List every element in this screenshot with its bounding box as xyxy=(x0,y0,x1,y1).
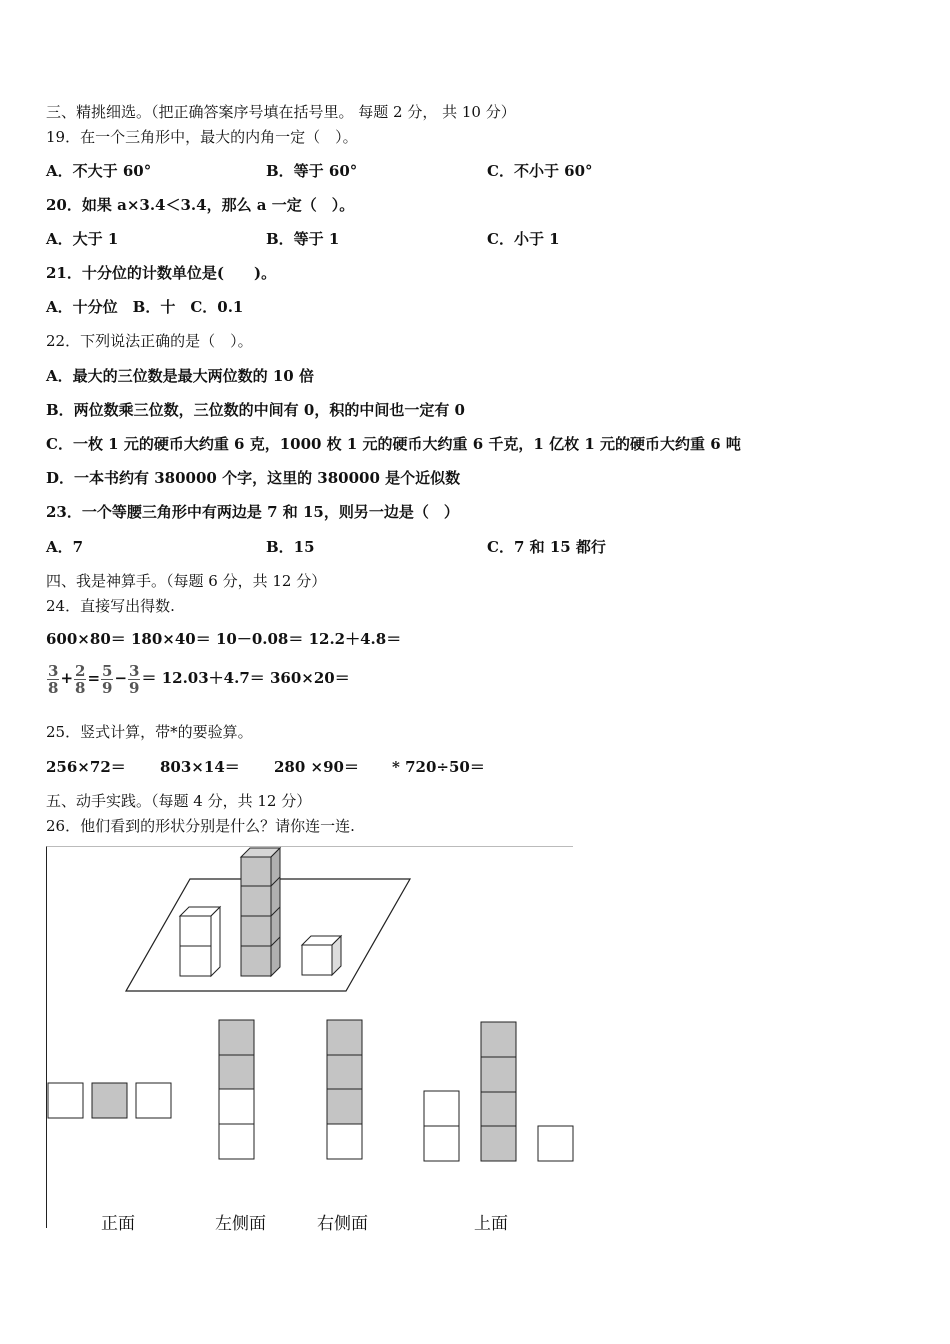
right-single-cube xyxy=(302,936,341,975)
op-equals: = xyxy=(87,669,101,687)
q19-option-c: C．不小于 60° xyxy=(487,162,593,180)
middle-tower-cubes xyxy=(241,848,280,976)
q21-stem: 21．十分位的计数单位是( )。 xyxy=(46,264,277,282)
label-front: 正面 xyxy=(101,1214,135,1234)
fraction-5-9: $\frac{5}{9}$ xyxy=(102,661,113,697)
q24-stem: 24．直接写出得数. xyxy=(46,597,175,615)
q19-option-b: B．等于 60° xyxy=(266,162,358,180)
label-right-side: 右侧面 xyxy=(317,1214,368,1234)
q23-option-a: A．7 xyxy=(46,538,84,556)
q22-option-b: B．两位数乘三位数，三位数的中间有 0，积的中间也一定有 0 xyxy=(46,401,465,419)
q19-option-a: A．不大于 60° xyxy=(46,162,152,180)
fraction-3-9: $\frac{3}{9}$ xyxy=(129,661,140,697)
q23-option-b: B．15 xyxy=(266,538,315,556)
q20-option-a: A．大于 1 xyxy=(46,230,119,248)
q26-stem: 26．他们看到的形状分别是什么？请你连一连. xyxy=(46,817,355,835)
label-top: 上面 xyxy=(474,1214,508,1234)
section3-title: 三、精挑细选。（把正确答案序号填在括号里。 每题 2 分， 共 10 分） xyxy=(46,103,516,121)
section4-title: 四、我是神算手。（每题 6 分，共 12 分） xyxy=(46,572,327,590)
top-view xyxy=(424,1022,573,1161)
op-plus: + xyxy=(60,669,74,687)
q25-stem: 25．竖式计算，带*的要验算。 xyxy=(46,723,253,741)
op-minus: − xyxy=(114,669,128,687)
q24-row1: 600×80＝ 180×40＝ 10－0.08＝ 12.2＋4.8＝ xyxy=(46,630,402,648)
fraction-2-8: $\frac{2}{8}$ xyxy=(75,661,86,697)
q22-option-a: A．最大的三位数是最大两位数的 10 倍 xyxy=(46,367,314,385)
q25-expr-1: 256×72＝ xyxy=(46,758,126,776)
q20-option-c: C．小于 1 xyxy=(487,230,560,248)
front-view xyxy=(48,1083,171,1118)
q25-expr-2: 803×14＝ xyxy=(160,758,240,776)
q21-options: A．十分位 B．十 C．0.1 xyxy=(46,298,244,316)
fraction-3-8: $\frac{3}{8}$ xyxy=(48,661,59,697)
q25-expr-4: * 720÷50＝ xyxy=(392,758,485,776)
q25-expr-3: 280 ×90＝ xyxy=(274,758,359,776)
q20-option-b: B．等于 1 xyxy=(266,230,340,248)
right-side-view xyxy=(327,1020,362,1159)
section5-title: 五、动手实践。（每题 4 分，共 12 分） xyxy=(46,792,312,810)
label-left-side: 左侧面 xyxy=(215,1214,266,1234)
q22-option-d: D．一本书约有 380000 个字，这里的 380000 是个近似数 xyxy=(46,469,461,487)
q24-row2-rest: ＝ 12.03＋4.7＝ 360×20＝ xyxy=(141,669,350,687)
q22-stem: 22．下列说法正确的是（ ）。 xyxy=(46,332,253,350)
q23-stem: 23．一个等腰三角形中有两边是 7 和 15，则另一边是（ ） xyxy=(46,503,459,521)
q20-stem: 20．如果 a×3.4＜3.4，那么 a 一定（ ）。 xyxy=(46,196,355,214)
q19-stem: 19．在一个三角形中，最大的内角一定（ ）。 xyxy=(46,128,358,146)
q22-option-c: C．一枚 1 元的硬币大约重 6 克，1000 枚 1 元的硬币大约重 6 千克，1 亿枚 1 元的硬币大约重 6 吨 xyxy=(46,435,741,453)
q23-option-c: C．7 和 15 都行 xyxy=(487,538,606,556)
left-stack-cubes xyxy=(180,907,220,976)
left-side-view xyxy=(219,1020,254,1159)
